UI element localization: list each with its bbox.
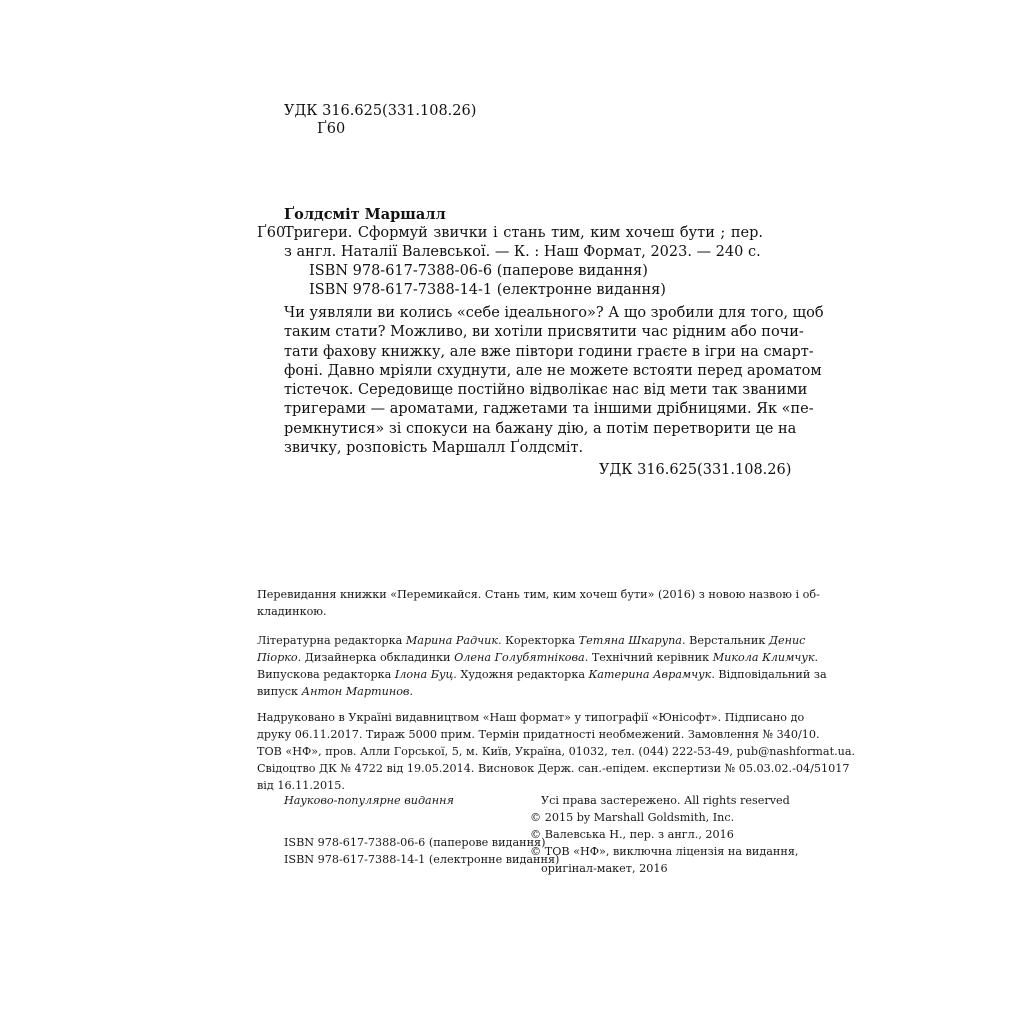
footer-isbn-ebook: ISBN 978-617-7388-14-1 (електронне видання) xyxy=(284,853,560,866)
copyright-line: © Валевська Н., пер. з англ., 2016 xyxy=(530,828,734,841)
credit-person: Микола Климчук xyxy=(712,651,815,664)
catalog-title-line xyxy=(257,224,763,243)
copyright-line: © 2015 by Marshall Goldsmith, Inc. xyxy=(530,811,735,824)
imprint-line: Надруковано в Україні видавництвом «Наш формат» у типографії «Юнісофт». Підписано до xyxy=(257,711,805,724)
credit-punct: . xyxy=(409,685,413,698)
imprint-line: друку 06.11.2017. Тираж 5000 прим. Термін придатності необмежений. Замовлення № 340/10. xyxy=(257,728,820,741)
udk-code-top: УДК 316.625(331.108.26) xyxy=(284,103,477,119)
copyright-line: оригінал-макет, 2016 xyxy=(541,862,668,875)
abstract-line: фоні. Давно мріяли схуднути, але не можете встояти перед ароматом xyxy=(284,362,822,379)
credit-role: випуск xyxy=(257,685,302,698)
credit-person: Катерина Аврамчук xyxy=(588,668,712,681)
udk-code-bottom: УДК 316.625(331.108.26) xyxy=(599,462,792,478)
catalog-record xyxy=(257,205,763,300)
abstract-line: звичку, розповість Маршалл Ґолдсміт. xyxy=(284,440,584,457)
credit-role: . Дизайнерка обкладинки xyxy=(297,651,455,664)
credit-role: . Художня редакторка xyxy=(453,668,589,681)
credit-role: . Відповідальний за xyxy=(711,668,827,681)
footer-isbn xyxy=(284,834,559,868)
genre-text: Науково-популярне видання xyxy=(284,794,454,807)
catalog-isbn-print: ISBN 978-617-7388-06-6 (паперове видання) xyxy=(309,263,648,279)
abstract-line: Чи уявляли ви колись «себе ідеального»? А що зробили для того, щоб xyxy=(284,305,824,321)
abstract-line: тати фахову книжку, але вже півтори години граєте в ігри на смарт- xyxy=(284,343,814,360)
credits-line xyxy=(257,649,819,666)
credit-person: Олена Голубятнікова xyxy=(454,651,585,664)
catalog-code: Ґ60 xyxy=(257,225,286,241)
footer-isbn-print: ISBN 978-617-7388-06-6 (паперове видання) xyxy=(284,836,546,849)
credit-person: Піорко xyxy=(257,651,298,664)
abstract-line: таким стати? Можливо, ви хотіли присвятити час рідним або почи- xyxy=(284,324,804,341)
reissue-note xyxy=(257,586,820,620)
credits-line xyxy=(257,666,827,683)
imprint-line: ТОВ «НФ», пров. Алли Горської, 5, м. Київ, Україна, 01032, тел. (044) 222-53-49, pub@nashformat.ua. xyxy=(257,745,856,758)
credit-person: Тетяна Шкарупа xyxy=(578,634,682,647)
book-abstract xyxy=(284,304,824,458)
imprint xyxy=(257,709,856,794)
credit-role: Літературна редакторка xyxy=(257,634,406,647)
reissue-line: кладинкою. xyxy=(257,605,327,618)
abstract-line: тригерами — ароматами, гаджетами та іншими дрібницями. Як «пе- xyxy=(284,401,814,418)
credit-role: Випускова редакторка xyxy=(257,668,395,681)
abstract-line: тістечок. Середовище постійно відволікає нас від мети так званими xyxy=(284,382,808,399)
reissue-line: Перевидання книжки «Перемикайся. Стань тим, ким хочеш бути» (2016) з новою назвою і об- xyxy=(257,588,820,601)
credit-punct: . xyxy=(814,651,819,664)
credit-role: . Технічний керівник xyxy=(584,651,713,664)
credit-person: Ілона Буц xyxy=(394,668,454,681)
imprint-line: Свідоцтво ДК № 4722 від 19.05.2014. Висновок Держ. сан.-епідем. експертизи № 05.03.02.-04/51017 xyxy=(257,762,850,775)
credits-line xyxy=(257,683,762,700)
author-sign-code: Ґ60 xyxy=(317,121,346,137)
credit-role: . Верстальник xyxy=(681,634,769,647)
catalog-title: Тригери. Сформуй звички і стань тим, ким хочеш бути ; пер. xyxy=(284,225,763,241)
catalog-isbn-ebook: ISBN 978-617-7388-14-1 (електронне видання) xyxy=(309,282,666,298)
credit-person: Денис xyxy=(768,634,806,647)
copyright-block xyxy=(530,792,798,877)
credits-line xyxy=(257,632,806,649)
credit-person: Марина Радчик xyxy=(405,634,499,647)
genre-label xyxy=(284,792,454,809)
copyright-line: © ТОВ «НФ», виключна ліцензія на видання, xyxy=(530,845,799,858)
credits xyxy=(257,632,827,700)
credit-person: Антон Мартинов xyxy=(301,685,410,698)
imprint-line: від 16.11.2015. xyxy=(257,779,345,792)
rights-line: Усі права застережено. All rights reserved xyxy=(541,794,790,807)
credit-role: . Коректорка xyxy=(498,634,579,647)
abstract-line: ремкнутися» зі спокуси на бажану дію, а потім перетворити це на xyxy=(284,420,797,437)
catalog-author: Ґолдсміт Маршалл xyxy=(284,206,446,223)
catalog-title-cont: з англ. Наталії Валевської. — К. : Наш Формат, 2023. — 240 с. xyxy=(284,244,761,260)
